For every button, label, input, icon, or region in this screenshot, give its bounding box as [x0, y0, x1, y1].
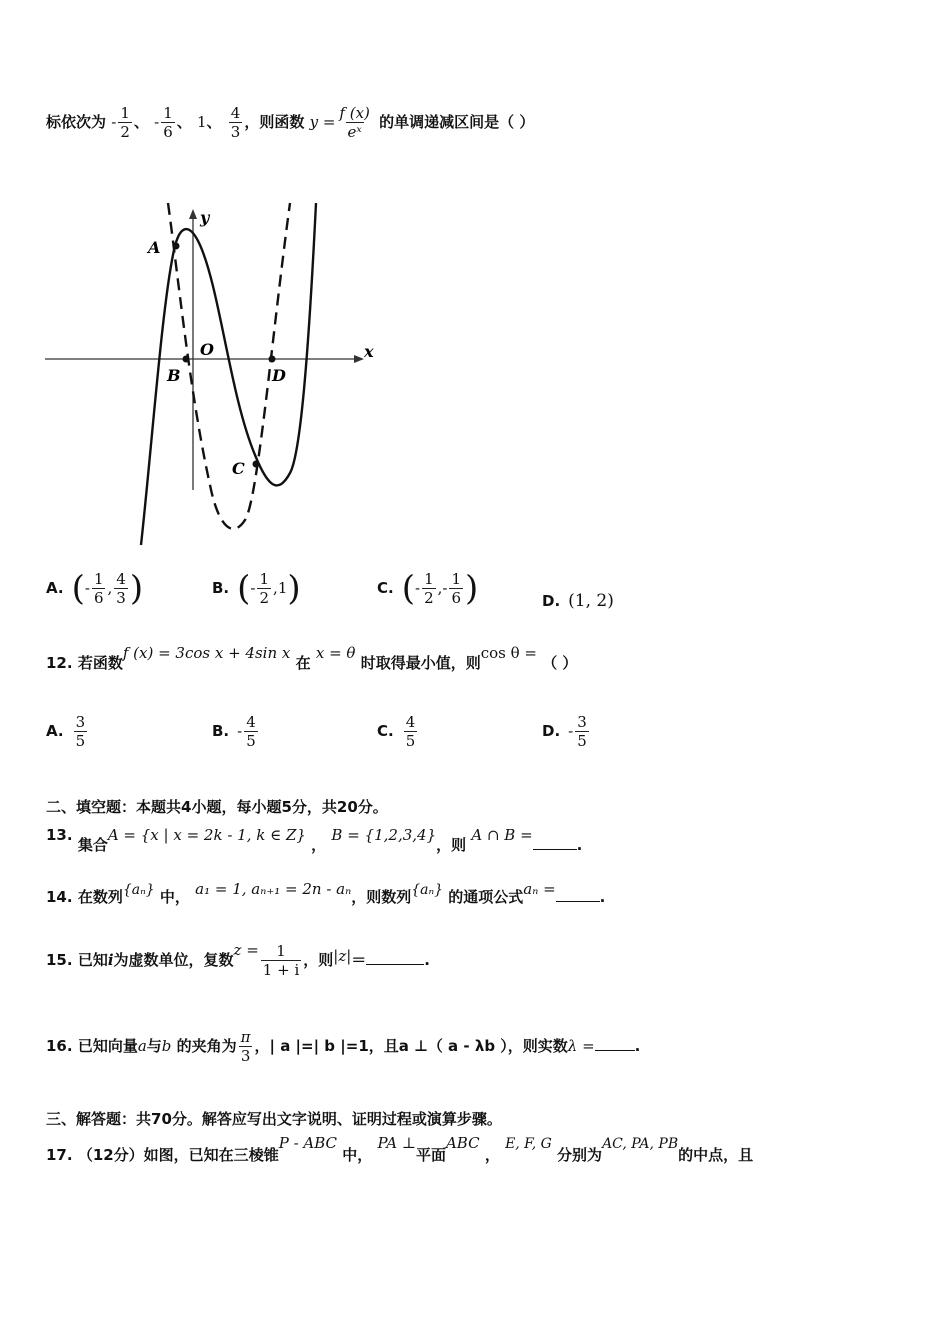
q11-lead: 标依次为 [46, 113, 107, 131]
q17: 17. （12分）如图，已知在三棱锥P - ABC 中， PA ⊥平面ABC ， E, F, G 分别为AC, PA, PB的中点，且 [46, 1134, 754, 1164]
label-c: C [232, 459, 245, 478]
label-x: x [364, 342, 374, 361]
label-a: A [148, 238, 161, 257]
q11-option-a: A. (- $\frac{1}{6}$ , $\frac{4}{3}$ ) [46, 568, 144, 609]
q12-option-a: A. $\frac{3}{5}$ [46, 713, 86, 750]
q11-option-d: D. (1, 2) [542, 591, 614, 611]
function-fraction: $\frac{f (x)}{\text{eˣ}}$ [339, 104, 370, 141]
label-b: B [167, 366, 181, 385]
q12-option-b: B. - $\frac{4}{5}$ [212, 713, 256, 750]
point-d [269, 356, 276, 363]
q15: 15. 已知i为虚数单位，复数z = $\frac{1}{1 + i}$ ，则|z|＝ . [46, 941, 430, 979]
y-axis-arrow [189, 209, 197, 219]
q11-stem: 标依次为 - $\frac{1}{2}$ 、 - $\frac{1}{6}$ 、 1、 $\frac{4}{3}$ ，则函数 y = $\frac{f (x)}{\text{eˣ}}$ 的单调递减区间是（ ） [46, 104, 535, 141]
fraction: $\frac{1}{2}$ [120, 104, 130, 141]
q16: 16. 已知向量a与b 的夹角为 $\frac{\pi}{3}$ ，| a |=| b |=1，且a ⊥（ a - λb ），则实数λ = . [46, 1028, 641, 1065]
function-graph [40, 195, 390, 550]
fraction: $\frac{4}{3}$ [230, 104, 241, 141]
section-3-heading: 三、解答题：共70分。解答应写出文字说明、证明过程或演算步骤。 [46, 1110, 502, 1128]
q12-stem: 12. 若函数f (x) = 3cos x + 4sin x 在 x = θ 时取得最小值，则cos θ = （ ） [46, 644, 578, 672]
q11-option-b: B. (- $\frac{1}{2}$ ,1) [212, 568, 301, 609]
q13: 13. 集合A = {x | x = 2k - 1, k ∈ Z} ， B = {1,2,3,4}，则 A ∩ B =. [46, 826, 583, 854]
section-2-heading: 二、填空题：本题共4小题，每小题5分，共20分。 [46, 798, 388, 816]
point-b [183, 356, 190, 363]
label-o: O [200, 340, 214, 359]
q14: 14. 在数列{aₙ} 中， a₁ = 1, aₙ₊₁ = 2n - aₙ，则数列{aₙ} 的通项公式aₙ = . [46, 880, 606, 906]
q12-option-c: C. $\frac{4}{5}$ [377, 713, 416, 750]
fraction: $\frac{1}{6}$ [163, 104, 173, 141]
point-c [253, 461, 260, 468]
q12-option-d: D. - $\frac{3}{5}$ [542, 713, 587, 750]
q11-option-c: C. (- $\frac{1}{2}$ ,- $\frac{1}{6}$ ) [377, 568, 479, 609]
label-y: y [200, 208, 210, 227]
label-d: D [272, 366, 286, 385]
point-a [173, 243, 180, 250]
x-axis-arrow [354, 355, 364, 363]
